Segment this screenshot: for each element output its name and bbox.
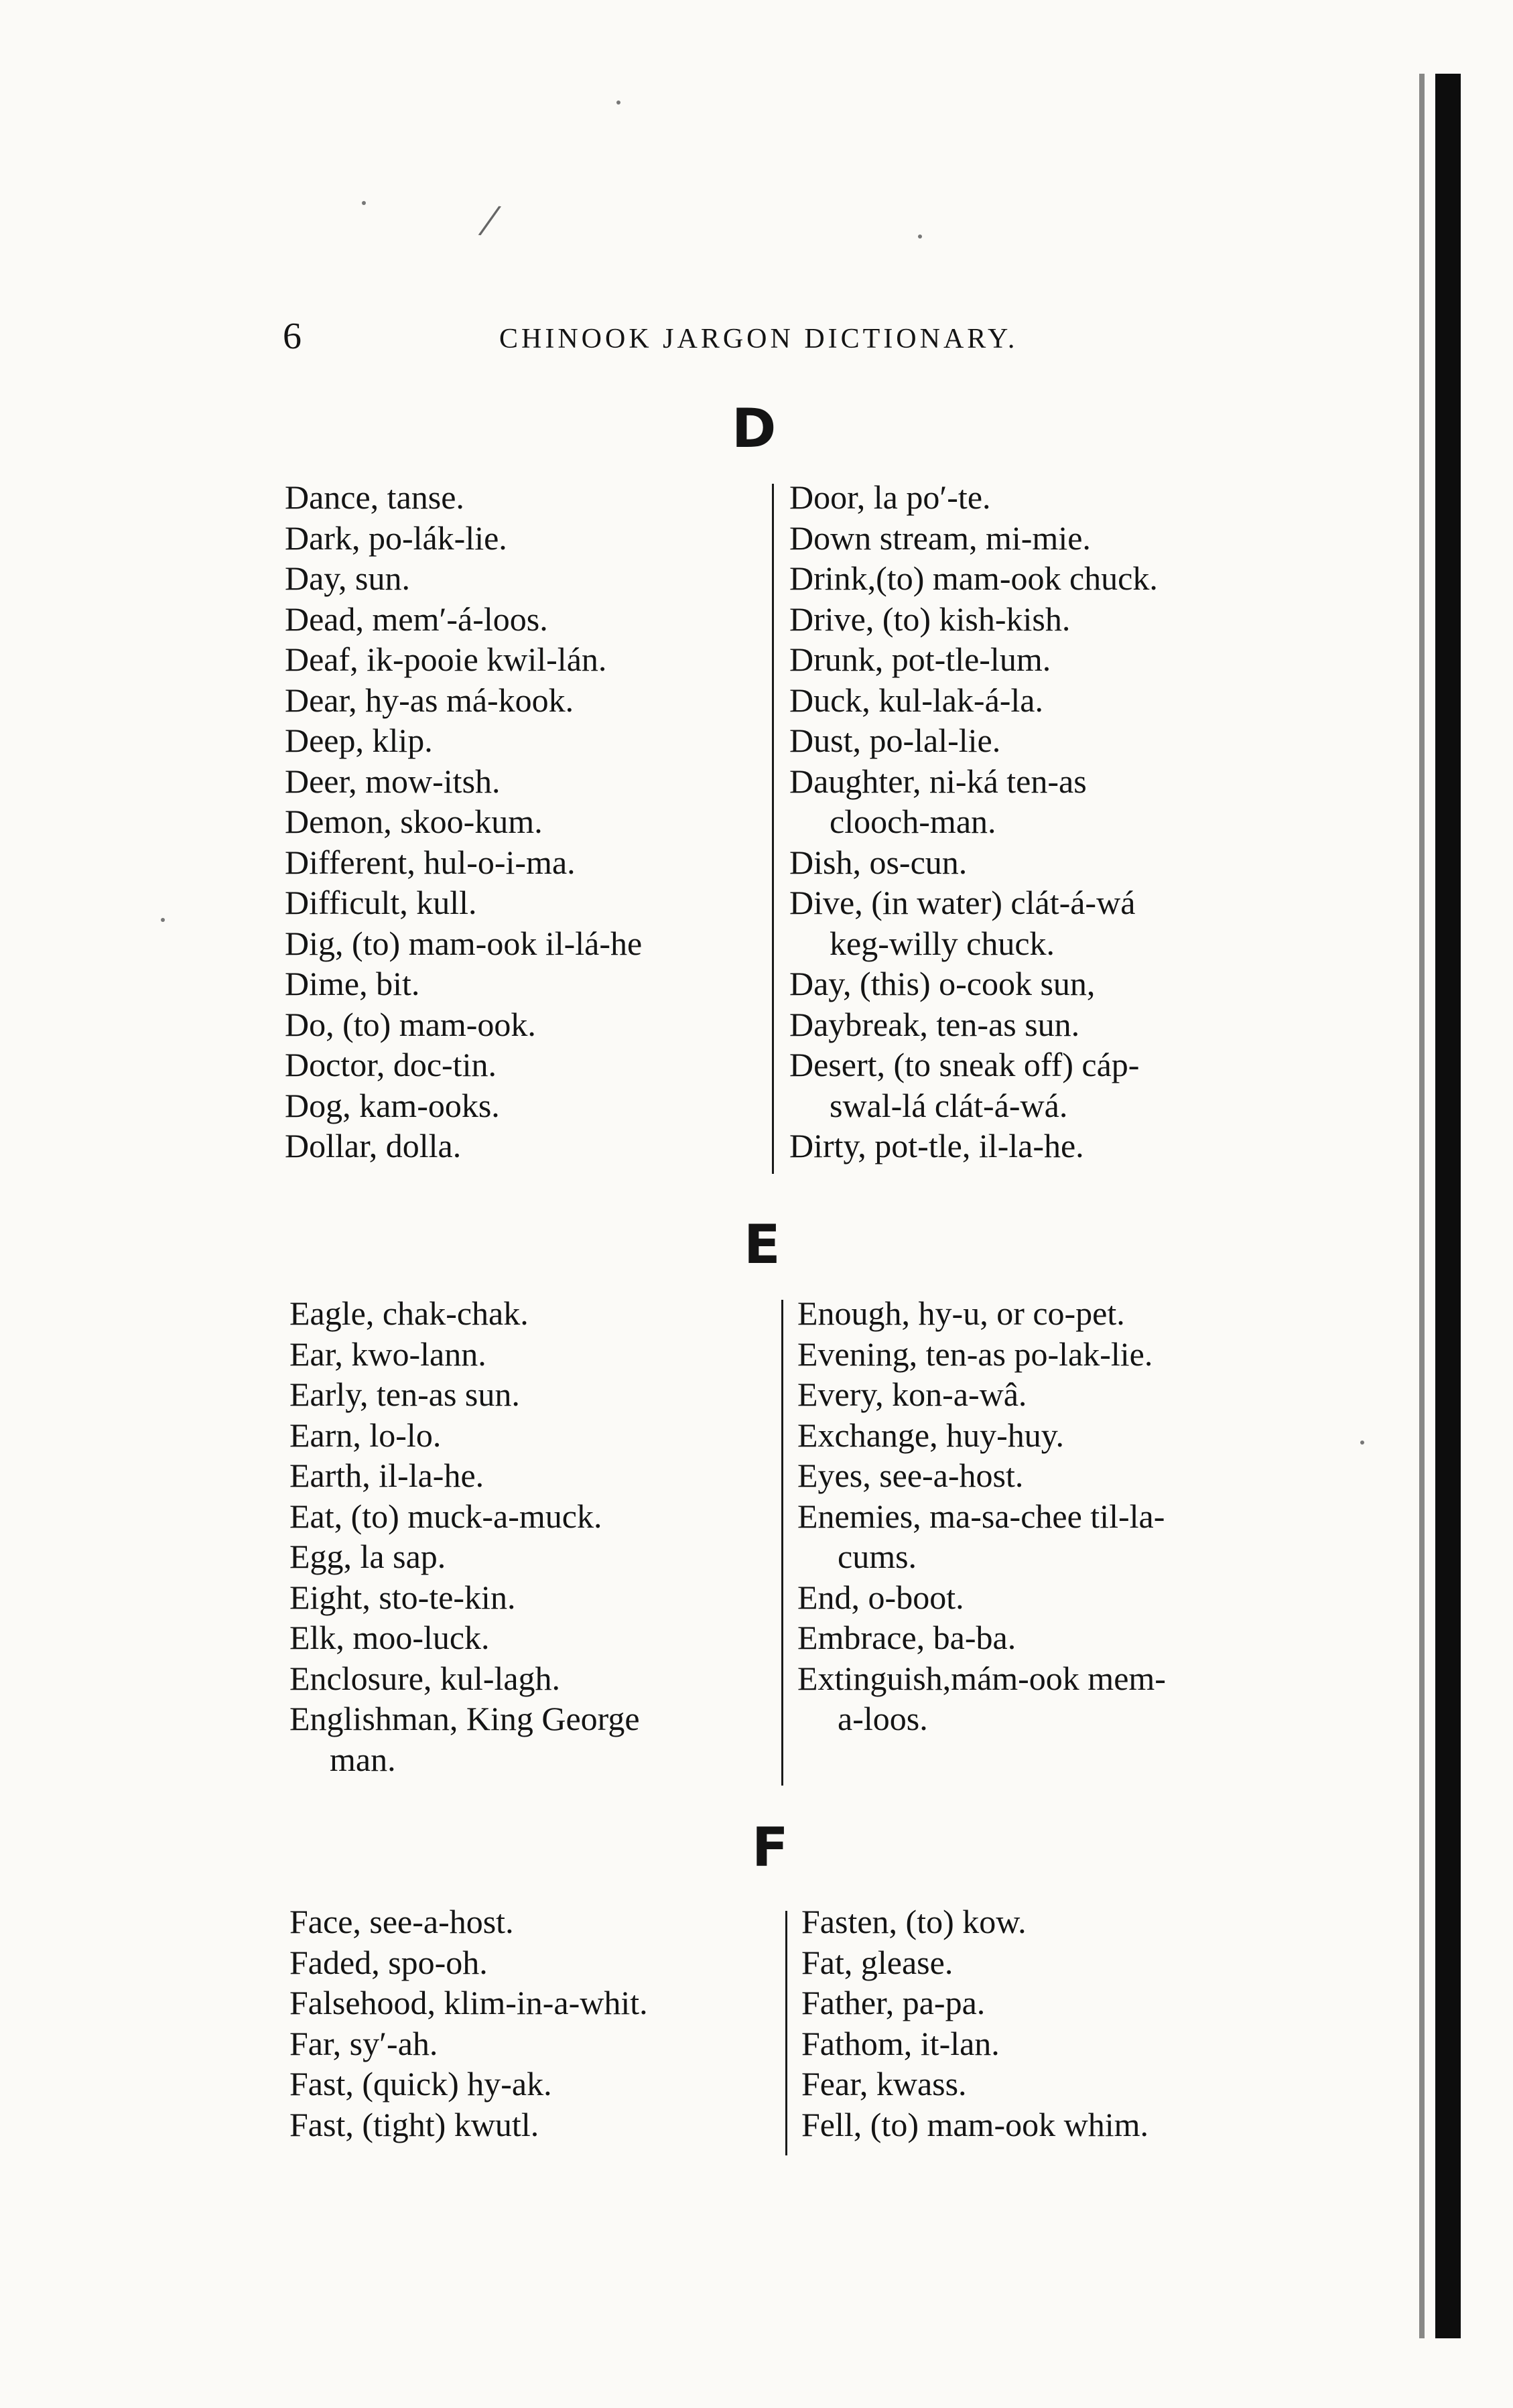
dictionary-entry: Door, la po′-te. [789,478,991,516]
dictionary-entry: Dark, po-lák-lie. [285,519,507,557]
dictionary-entry: Desert, (to sneak off) cáp- [789,1046,1140,1083]
dictionary-entry: Falsehood, klim-in-a-whit. [289,1984,648,2021]
dictionary-entry: Elk, moo-luck. [289,1619,490,1656]
section-f-right-column [801,1901,1148,2145]
section-d-right-column [789,477,1158,1166]
dictionary-entry: Daughter, ni-ká ten-as [789,762,1087,800]
dictionary-entry: Evening, ten-as po-lak-lie. [797,1335,1153,1373]
dictionary-entry: Ear, kwo-lann. [289,1335,486,1373]
section-letter-d: D [732,397,775,460]
dictionary-entry: Dance, tanse. [285,478,464,516]
section-letter-f: F [752,1816,787,1879]
dictionary-entry: Day, (this) o-cook sun, [789,965,1096,1002]
dictionary-entry: Dollar, dolla. [285,1127,462,1164]
section-e-right-column [797,1293,1166,1739]
dictionary-entry: Drink,(to) mam-ook chuck. [789,559,1158,597]
dictionary-entry: Fat, glease. [801,1943,953,1981]
dictionary-entry: Face, see-a-host. [289,1903,514,1940]
page-header [0,315,1513,369]
dictionary-entry: Enough, hy-u, or co-pet. [797,1294,1125,1332]
dictionary-entry: Fathom, it-lan. [801,2024,1000,2062]
dictionary-entry: Drive, (to) kish-kish. [789,600,1071,638]
dictionary-entry: Englishman, King George [289,1700,640,1737]
print-speck [362,201,366,205]
page-edge-shadow [1435,74,1461,2338]
dictionary-entry: Fear, kwass. [801,2065,967,2102]
dictionary-entry: Do, (to) mam-ook. [285,1005,536,1043]
dictionary-entry: Difficult, kull. [285,884,477,921]
dictionary-entry: Egg, la sap. [289,1538,446,1575]
dictionary-entry: clooch-man. [830,803,996,840]
dictionary-entry: Enemies, ma-sa-chee til-la- [797,1497,1165,1535]
dictionary-entry: Dog, kam-ooks. [285,1086,500,1124]
dictionary-entry: Deer, mow-itsh. [285,762,501,800]
dictionary-entry: End, o-boot. [797,1578,964,1616]
pencil-mark: / [478,194,499,247]
dictionary-entry: Fast, (quick) hy-ak. [289,2065,552,2102]
dictionary-entry: Eight, sto-te-kin. [289,1578,516,1616]
page-edge-line [1419,74,1425,2338]
dictionary-entry: Extinguish,mám-ook mem- [797,1659,1166,1697]
page-number: 6 [283,316,302,357]
print-speck [616,101,620,105]
print-speck [161,918,165,922]
dictionary-entry: Fasten, (to) kow. [801,1903,1027,1940]
dictionary-entry: Enclosure, kul-lagh. [289,1659,561,1697]
dictionary-entry: Early, ten-as sun. [289,1376,520,1413]
section-f-left-column [289,1901,648,2145]
dictionary-entry: Faded, spo-oh. [289,1943,488,1981]
dictionary-entry: Deep, klip. [285,722,433,759]
dictionary-entry: Duck, kul-lak-á-la. [789,681,1044,719]
dictionary-entry: Dead, mem′-á-loos. [285,600,548,638]
dictionary-entry: Eat, (to) muck-a-muck. [289,1497,602,1535]
section-e-left-column [289,1293,640,1780]
dictionary-entry: Far, sy′-ah. [289,2024,438,2062]
dictionary-entry: Drunk, pot-tle-lum. [789,641,1051,678]
dictionary-entry: swal-lá clát-á-wá. [830,1086,1068,1124]
dictionary-entry: Dive, (in water) clát-á-wá [789,884,1136,921]
dictionary-entry: Earn, lo-lo. [289,1416,442,1454]
dictionary-entry: Earth, il-la-he. [289,1457,484,1494]
running-title: CHINOOK JARGON DICTIONARY. [499,324,1018,354]
dictionary-entry: Dish, os-cun. [789,843,968,881]
dictionary-entry: Daybreak, ten-as sun. [789,1005,1080,1043]
dictionary-entry: Dear, hy-as má-kook. [285,681,574,719]
dictionary-entry: Dust, po-lal-lie. [789,722,1001,759]
dictionary-entry: Dime, bit. [285,965,420,1002]
section-d-left-column [285,477,642,1166]
dictionary-entry: Day, sun. [285,559,411,597]
dictionary-entry: Exchange, huy-huy. [797,1416,1065,1454]
dictionary-entry: cums. [838,1538,917,1575]
print-speck [918,235,922,239]
dictionary-entry: Father, pa-pa. [801,1984,986,2021]
print-speck [1360,1441,1364,1445]
dictionary-entry: Fell, (to) mam-ook whim. [801,2105,1148,2143]
dictionary-entry: Fast, (tight) kwutl. [289,2105,539,2143]
dictionary-entry: Deaf, ik-pooie kwil-lán. [285,641,607,678]
section-f-column-divider [785,1911,787,2155]
dictionary-entry: Eagle, chak-chak. [289,1294,529,1332]
section-e-column-divider [781,1300,783,1786]
dictionary-entry: Dirty, pot-tle, il-la-he. [789,1127,1084,1164]
dictionary-entry: Different, hul-o-i-ma. [285,843,576,881]
dictionary-entry: Dig, (to) mam-ook il-lá-he [285,924,643,962]
dictionary-entry: keg-willy chuck. [830,924,1055,962]
dictionary-entry: Demon, skoo-kum. [285,803,543,840]
section-letter-e: E [744,1213,779,1276]
dictionary-entry: Eyes, see-a-host. [797,1457,1024,1494]
dictionary-entry: Doctor, doc-tin. [285,1046,497,1083]
dictionary-entry: Down stream, mi-mie. [789,519,1091,557]
dictionary-entry: Embrace, ba-ba. [797,1619,1016,1656]
dictionary-entry: man. [330,1740,396,1778]
dictionary-entry: a-loos. [838,1700,928,1737]
dictionary-entry: Every, kon-a-wâ. [797,1376,1027,1413]
section-d-column-divider [772,484,774,1174]
